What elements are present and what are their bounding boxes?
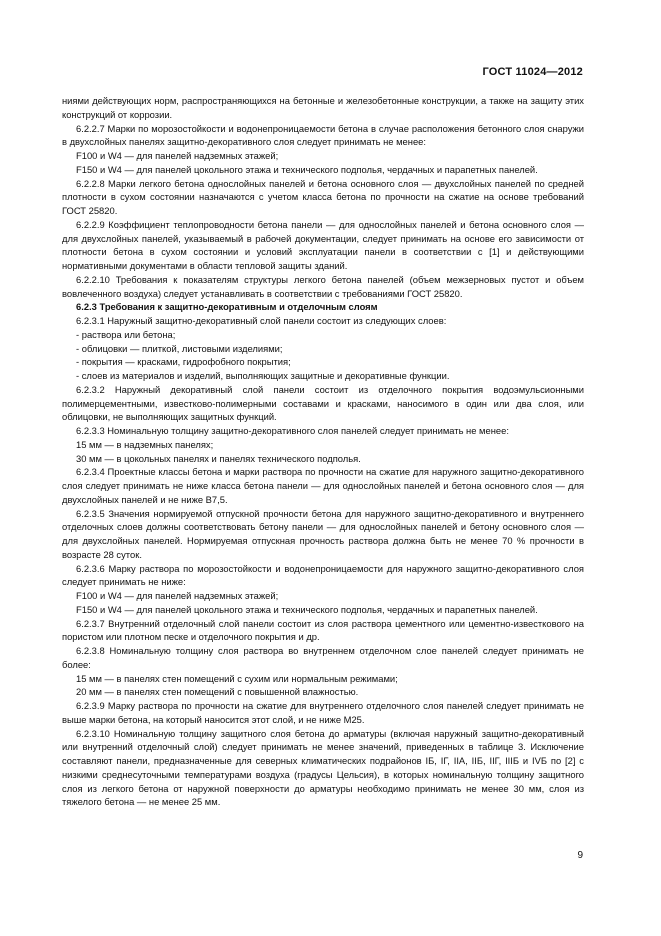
requirement-line: F100 и W4 — для панелей надземных этажей; — [76, 150, 279, 161]
paragraph-6-2-3-1: 6.2.3.1 Наружный защитно-декоративный слой панели состоит из следующих слоев: — [76, 315, 447, 326]
paragraph-6-2-3-3: 6.2.3.3 Номинальную толщину защитно-декоративного слоя панелей следует принимать не менее: — [76, 425, 509, 436]
requirement-line: F150 и W4 — для панелей цокольного этажа и технического подполья, чердачных и парапетных панелей. — [76, 163, 538, 175]
paragraph-6-2-3-8: 6.2.3.8 Номинальную толщину слоя раствора во внутреннем отделочном слое панелей следует принимать не более: — [62, 645, 584, 670]
list-item: - покрытия — красками, гидрофобного покрытия; — [76, 356, 291, 368]
paragraph-6-2-3-5: 6.2.3.5 Значения нормируемой отпускной прочности бетона для наружного защитно-декоративного и внутреннего отделочных слоев должны соответствовать бетону панели — для однослойных панелей и бетону основного слоя — для двухслойных панелей. Нормируемая отпускная прочность раствора должна быть не менее 70 % прочности в возрасте 28 суток. — [62, 507, 584, 560]
paragraph-6-2-3-7: 6.2.3.7 Внутренний отделочный слой панели состоит из слоя раствора цементного или цементно-известкового на пористом или плотном песке и отделочного покрытия и др. — [62, 617, 584, 643]
paragraph-6-2-3-6: 6.2.3.6 Марку раствора по морозостойкости и водонепроницаемости для наружного защитно-декоративного слоя следует принимать не ниже: — [62, 562, 584, 588]
requirement-line: 15 мм — в панелях стен помещений с сухим или нормальным режимами; — [76, 672, 398, 684]
paragraph-6-2-3-9: 6.2.3.9 Марку раствора по прочности на сжатие для внутреннего отделочного слоя панелей следует принимать не выше марки бетона, на который наносится этот слой, и не ниже М25. — [62, 700, 584, 725]
paragraph-6-2-2-8: 6.2.2.8 Марки легкого бетона однослойных панелей и бетона основного слоя — двухслойных панелей по средней плотности в сухом состоянии назначаются с учетом класса бетона по прочности на сжатие на основе требований ГОСТ 25820. — [62, 177, 584, 216]
section-heading-6-2-3: 6.2.3 Требования к защитно-декоративным и отделочным слоям — [76, 301, 378, 313]
page-number: 9 — [577, 850, 583, 861]
requirement-line: 20 мм — в панелях стен помещений с повышенной влажностью. — [76, 686, 359, 698]
paragraph-6-2-3-2: 6.2.3.2 Наружный декоративный слой панели состоит из отделочного покрытия водоэмульсионными полимерцементными, известково-полимерными составами и красками, наносимого в один или два слоя, или облицовки, не выполняющих защитных функций. — [62, 383, 584, 423]
list-item: - слоев из материалов и изделий, выполняющих защитные и декоративные функции. — [76, 370, 450, 381]
list-item: - облицовки — плиткой, листовыми изделиями; — [76, 342, 283, 354]
requirement-line: F100 и W4 — для панелей надземных этажей; — [76, 590, 279, 601]
paragraph-continuation: ниями действующих норм, распространяющихся на бетонные и железобетонные конструкции, а также на защиту этих конструкций от коррозии. — [62, 95, 584, 120]
body-text — [62, 94, 584, 809]
document-code: ГОСТ 11024—2012 — [482, 66, 583, 78]
paragraph-6-2-3-4: 6.2.3.4 Проектные классы бетона и марки раствора по прочности на сжатие для наружного защитно-декоративного слоя следует принимать не ниже класса бетона панели — для однослойных панелей и бетона основного слоя — для двухслойных панелей и не ниже В7,5. — [62, 466, 584, 505]
paragraph-6-2-2-7: 6.2.2.7 Марки по морозостойкости и водонепроницаемости бетона в случае расположения бетонного слоя снаружи в двухслойных панелях защитно-декоративного слоя следует принимать не менее: — [62, 122, 584, 148]
paragraph-6-2-2-9: 6.2.2.9 Коэффициент теплопроводности бетона панели — для однослойных панелей и бетона основного слоя — для двухслойных панелей, указываемый в рабочей документации, следует принимать на основе его зависимости от плотности бетона в сухом состоянии и условий эксплуатации панели в соответствии с [1] и действующими нормативными документами в области тепловой защиты зданий. — [62, 218, 584, 271]
requirement-line: 30 мм — в цокольных панелях и панелях технического подполья. — [76, 452, 361, 464]
list-item: - раствора или бетона; — [76, 328, 176, 340]
paragraph-6-2-3-10: 6.2.3.10 Номинальную толщину защитного слоя бетона до арматуры (включая наружный защитно-декоративный или внутренний отделочный слой) следует принимать не менее значений, приведенных в таблице 3. Исключение составляют панели, предназначенные для северных климатических подрайонов IБ, IГ, IIА, IIБ, IIГ, IIIБ и IVБ по [2] с низкими среднесуточными температурами воздуха (градусы Цельсия), в которых номинальную толщину защитного слоя из легкого бетона от наружной поверхности до арматуры необходимо принимать не менее 30 мм, слоя из тяжелого бетона — не менее 25 мм. — [62, 727, 584, 808]
requirement-line: F150 и W4 — для панелей цокольного этажа и технического подполья, чердачных и парапетных панелей. — [76, 603, 538, 615]
requirement-line: 15 мм — в надземных панелях; — [76, 438, 214, 450]
paragraph-6-2-2-10: 6.2.2.10 Требования к показателям структуры легкого бетона панелей (объем межзерновых пустот и объем вовлеченного воздуха) следует устанавливать в соответствии с требованиями ГОСТ 25820. — [62, 273, 584, 299]
